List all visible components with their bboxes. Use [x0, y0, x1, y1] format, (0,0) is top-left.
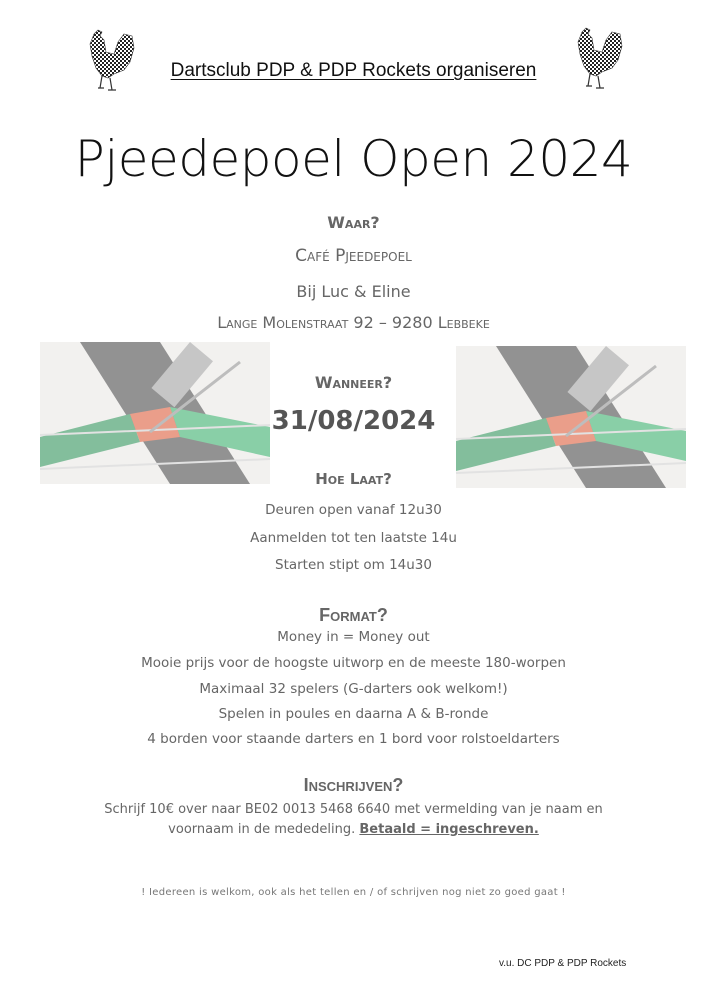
registration-emphasis: Betaald = ingeschreven. [359, 822, 539, 837]
format-heading: Format? [319, 605, 388, 625]
registration-line-1: Schrijf 10€ over naar BE02 0013 5468 6640 met vermelding van je naam en [104, 802, 603, 817]
organizer-line: Dartsclub PDP & PDP Rockets organiseren [170, 60, 537, 81]
publisher-footer: v.u. DC PDP & PDP Rockets [499, 958, 627, 969]
registration-text [0, 800, 707, 840]
format-line: Spelen in poules en daarna A & B-ronde [218, 706, 489, 722]
venue-address: Lange Molenstraat 92 – 9280 Lebbeke [217, 313, 490, 332]
format-line: Money in = Money out [277, 629, 430, 645]
venue-hosts: Bij Luc & Eline [296, 282, 411, 301]
event-date: 31/08/2024 [271, 406, 436, 436]
where-heading: Waar? [327, 213, 380, 232]
format-line: Mooie prijs voor de hoogste uitworp en de meeste 180-worpen [141, 655, 566, 671]
format-line: 4 borden voor staande darters en 1 bord voor rolstoeldarters [147, 731, 560, 747]
event-title: Pjeedepoel Open 2024 [74, 130, 633, 188]
welcome-note: ! Iedereen is welkom, ook als het tellen en / of schrijven nog niet zo goed gaat ! [141, 887, 566, 898]
time-line: Starten stipt om 14u30 [275, 557, 432, 573]
format-line: Maximaal 32 spelers (G-darters ook welkom!) [199, 681, 508, 697]
registration-line-2: voornaam in de mededeling. Betaald = ingeschreven. [168, 822, 539, 837]
time-line: Deuren open vanaf 12u30 [265, 502, 442, 518]
when-heading: Wanneer? [314, 373, 393, 392]
rooster-logo-right [572, 26, 626, 92]
venue-name: Café Pjeedepoel [295, 246, 412, 266]
registration-heading: Inschrijven? [303, 775, 404, 795]
time-line: Aanmelden tot ten laatste 14u [250, 530, 457, 546]
time-heading: Hoe Laat? [315, 470, 392, 488]
